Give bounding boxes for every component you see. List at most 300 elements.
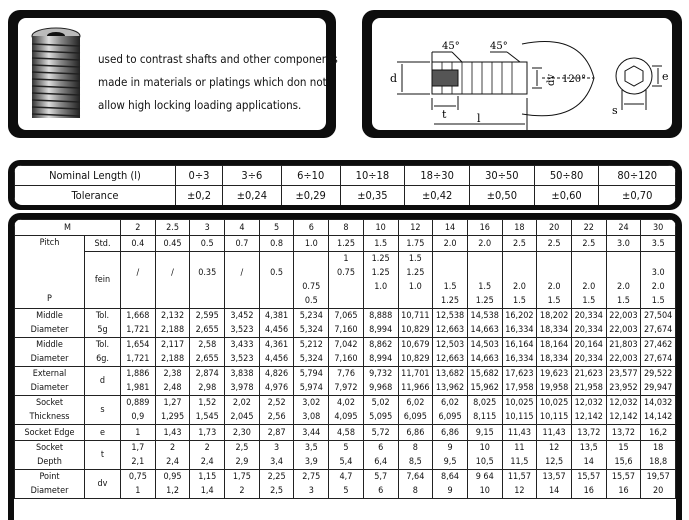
pitch-fein-cell <box>259 252 294 309</box>
socket_thickness-min: 6,095 <box>403 412 427 422</box>
socket_thickness-cell <box>121 396 156 425</box>
point_diameter-cell <box>537 470 572 499</box>
point_diameter-cell <box>467 470 502 499</box>
pitch-std: 0.4 <box>131 238 145 249</box>
socket-edge-cell <box>259 425 294 441</box>
cone-angle-label: 120° <box>562 74 587 85</box>
middle_6g-max: 3,433 <box>230 340 254 350</box>
middle_6g-cell <box>571 338 606 367</box>
socket_thickness-max: 2,02 <box>232 398 251 408</box>
dimensions-table <box>14 219 676 499</box>
middle_6g-cell <box>606 338 641 367</box>
pitch-std-cell <box>363 236 398 252</box>
tolerance-table <box>14 165 676 205</box>
socket_depth-min: 3,4 <box>270 457 284 467</box>
socket-edge-value: 1,43 <box>163 427 182 438</box>
middle_6g-min: 14,663 <box>470 354 499 364</box>
middle_6g-min: 8,994 <box>369 354 393 364</box>
socket_thickness-cell <box>155 396 190 425</box>
middle_5g-min: 2,655 <box>195 325 219 335</box>
thread-size: 3 <box>204 222 210 233</box>
pitch-std-cell <box>259 236 294 252</box>
middle_5g-max: 5,234 <box>299 311 323 321</box>
thread-size: 16 <box>479 222 490 233</box>
thread-size: 6 <box>308 222 314 233</box>
middle_6g-max: 8,862 <box>369 340 393 350</box>
socket_depth-col <box>85 441 121 470</box>
socket_thickness-col-symbol: s <box>100 405 105 415</box>
socket-edge-value: 2,30 <box>232 427 251 438</box>
middle_5g-col-top: Tol. <box>95 311 110 321</box>
pitch-fein-cell <box>537 252 572 309</box>
middle_6g-min: 27,674 <box>643 354 673 364</box>
external-label-bottom: Diameter <box>30 383 69 393</box>
pitch-fein: 1.0 <box>408 282 422 292</box>
tolerance-value: ±0,35 <box>340 186 405 206</box>
socket-edge-value: 11,43 <box>542 427 566 438</box>
pitch-fein: 1.5 <box>651 296 665 306</box>
socket_depth-max: 2,5 <box>235 443 249 453</box>
socket-edge-cell <box>363 425 398 441</box>
size-cell <box>190 220 225 236</box>
socket_depth-min: 10,5 <box>475 457 494 467</box>
description-panel <box>8 10 336 138</box>
pitch-std-cell <box>294 236 329 252</box>
std-label: Std. <box>94 238 111 249</box>
middle_5g-min: 20,334 <box>574 325 603 335</box>
external-min: 17,958 <box>505 383 534 393</box>
pitch-std: 3.0 <box>617 238 630 249</box>
pitch-std-cell <box>433 236 468 252</box>
pitch-fein: / <box>136 268 140 278</box>
socket_depth-min: 15,6 <box>614 457 633 467</box>
external-min: 5,974 <box>299 383 323 393</box>
middle_5g-max: 18,202 <box>539 311 569 321</box>
middle_6g-max: 2,117 <box>160 340 185 350</box>
pitch-std-cell <box>502 236 537 252</box>
socket_depth-cell <box>225 441 260 470</box>
external-cell <box>606 367 641 396</box>
size-row <box>15 220 676 236</box>
middle_5g-min: 8,994 <box>369 325 393 335</box>
middle_6g-cell <box>363 338 398 367</box>
pitch-std-cell <box>571 236 606 252</box>
middle_6g-cell <box>294 338 329 367</box>
point_diameter-max: 19,57 <box>646 472 670 482</box>
pitch-fein: 1 <box>343 254 349 264</box>
pitch-std-cell <box>329 236 364 252</box>
socket-edge-cell <box>571 425 606 441</box>
pitch-header <box>15 236 85 309</box>
socket_depth-max: 13,5 <box>579 443 598 453</box>
thread-size: 5 <box>274 222 280 233</box>
tolerance-inner <box>14 165 676 205</box>
dimensions-panel <box>8 213 682 520</box>
dv-label: dv <box>546 73 557 86</box>
socket_thickness-max: 10,025 <box>505 398 534 408</box>
middle_5g-max: 14,538 <box>470 311 499 321</box>
middle_5g-min: 3,523 <box>230 325 254 335</box>
socket_thickness-cell <box>225 396 260 425</box>
socket_thickness-max: 3,02 <box>302 398 321 408</box>
socket-edge-value: 3,44 <box>302 427 321 438</box>
socket_thickness-min: 8,115 <box>473 412 497 422</box>
pitch-fein: 0.75 <box>336 268 355 278</box>
point_diameter-cell <box>502 470 537 499</box>
external-min: 4,976 <box>265 383 289 393</box>
external-max: 17,623 <box>505 369 534 379</box>
thread-size: 4 <box>239 222 245 233</box>
external-max: 7,76 <box>336 369 355 379</box>
middle_5g-min: 12,663 <box>435 325 465 335</box>
description-line: made in materials or platings which don not <box>98 75 327 89</box>
point_diameter-cell <box>294 470 329 499</box>
socket_thickness-max: 1,27 <box>163 398 182 408</box>
length-range: 18÷30 <box>405 166 470 186</box>
description-text <box>98 48 338 117</box>
pitch-fein: 1.5 <box>582 296 596 306</box>
description-inner <box>18 18 338 130</box>
pitch-std-cell <box>155 236 190 252</box>
middle_6g-cell <box>329 338 364 367</box>
socket-edge-value: 9,15 <box>475 427 494 438</box>
point_diameter-cell <box>606 470 641 499</box>
pitch-std: 2.5 <box>547 238 561 249</box>
pitch-fein: 1.25 <box>406 268 425 278</box>
point_diameter-cell <box>641 470 676 499</box>
point_diameter-max: 4,7 <box>339 472 353 482</box>
middle_6g-cell <box>225 338 260 367</box>
socket_depth-min: 8,5 <box>408 457 422 467</box>
socket_thickness-max: 12,032 <box>609 398 638 408</box>
description-line: allow high locking loading applications. <box>98 98 302 112</box>
point_diameter-cell <box>329 470 364 499</box>
length-range: 3÷6 <box>222 166 281 186</box>
point_diameter-cell <box>121 470 156 499</box>
size-cell <box>433 220 468 236</box>
point_diameter-min: 6 <box>378 486 384 496</box>
point_diameter-min: 1,4 <box>200 486 214 496</box>
point_diameter-cell <box>225 470 260 499</box>
tolerance-panel <box>8 160 682 210</box>
external-max: 19,623 <box>539 369 569 379</box>
socket_depth-cell <box>190 441 225 470</box>
socket_depth-max: 8 <box>412 443 418 453</box>
pitch-label: Pitch <box>39 238 60 248</box>
external-max: 23,577 <box>609 369 638 379</box>
middle_5g-cell <box>398 309 433 338</box>
middle_5g-max: 2,132 <box>160 311 185 321</box>
socket_depth-max: 1,7 <box>131 443 145 453</box>
point_diameter-max: 0,75 <box>128 472 147 482</box>
point_diameter-min: 8 <box>412 486 418 496</box>
point_diameter-max: 2,75 <box>302 472 321 482</box>
middle_6g-cell <box>502 338 537 367</box>
external-min: 13,962 <box>435 383 465 393</box>
socket_thickness-min: 4,095 <box>334 412 358 422</box>
socket-edge-cell <box>225 425 260 441</box>
length-range: 50÷80 <box>534 166 599 186</box>
socket_depth-max: 12 <box>548 443 560 453</box>
socket_thickness-header <box>15 396 85 425</box>
middle_6g-cell <box>467 338 502 367</box>
middle_6g-min: 5,324 <box>299 354 323 364</box>
middle_6g-min: 18,334 <box>539 354 569 364</box>
length-range: 0÷3 <box>176 166 223 186</box>
socket_thickness-cell <box>398 396 433 425</box>
socket-edge-cell <box>155 425 190 441</box>
socket-edge-col: e <box>100 427 105 438</box>
socket_thickness-max: 2,52 <box>267 398 286 408</box>
socket_depth-cell <box>433 441 468 470</box>
socket_thickness-max: 6,02 <box>441 398 460 408</box>
pitch-std: 0.7 <box>235 238 249 249</box>
point_diameter-min: 16 <box>618 486 629 496</box>
pitch-fein-cell <box>121 252 156 309</box>
pitch-fein: 0.75 <box>302 282 321 292</box>
middle_6g-col-top: Tol. <box>95 340 110 350</box>
socket_depth-cell <box>363 441 398 470</box>
e-label: e <box>662 70 669 83</box>
middle_6g-min: 16,334 <box>505 354 534 364</box>
socket-edge-value: 11,43 <box>507 427 531 438</box>
middle_6g-min: 1,721 <box>126 354 150 364</box>
external-min: 11,966 <box>401 383 430 393</box>
pitch-std-cell <box>121 236 156 252</box>
external-min: 19,958 <box>539 383 569 393</box>
middle_5g-cell <box>121 309 156 338</box>
middle_5g-min: 18,334 <box>539 325 569 335</box>
pitch-fein-cell <box>363 252 398 309</box>
thread-size: 20 <box>548 222 560 233</box>
size-cell <box>121 220 156 236</box>
pitch-fein: 1.25 <box>371 268 390 278</box>
thread-size: 30 <box>653 222 664 233</box>
point_diameter-min: 14 <box>548 486 560 496</box>
pitch-fein: 1.25 <box>441 296 460 306</box>
point_diameter-max: 9 64 <box>475 472 494 482</box>
socket_thickness-cell <box>190 396 225 425</box>
middle_6g-max: 4,361 <box>265 340 289 350</box>
tolerance-row <box>15 186 676 206</box>
socket_depth-min: 3,9 <box>304 457 318 467</box>
pitch-std: 2.5 <box>512 238 526 249</box>
size-cell <box>225 220 260 236</box>
middle_5g-cell <box>363 309 398 338</box>
point_diameter-min: 16 <box>583 486 594 496</box>
socket_depth-cell <box>398 441 433 470</box>
external-cell <box>363 367 398 396</box>
socket_depth-min: 14 <box>583 457 594 467</box>
middle_5g-cell <box>294 309 329 338</box>
socket_depth-cell <box>606 441 641 470</box>
dimensions-inner <box>14 219 676 520</box>
pitch-std-cell <box>225 236 260 252</box>
middle_6g-max: 7,042 <box>334 340 358 350</box>
tolerance-value: ±0,70 <box>599 186 676 206</box>
external-cell <box>259 367 294 396</box>
point_diameter-max: 13,57 <box>542 472 566 482</box>
pitch-std-cell <box>467 236 502 252</box>
external-cell <box>294 367 329 396</box>
socket-edge-cell <box>537 425 572 441</box>
socket_depth-cell <box>537 441 572 470</box>
tolerance-label: Tolerance <box>15 186 176 206</box>
middle_6g-max: 2,58 <box>198 340 217 350</box>
external-cell <box>329 367 364 396</box>
m-header <box>15 220 121 236</box>
point_diameter-max: 7,64 <box>406 472 425 482</box>
external-col <box>85 367 121 396</box>
external-max: 1,886 <box>126 369 150 379</box>
external-max: 2,38 <box>163 369 182 379</box>
description-line: used to contrast shafts and other components <box>98 52 338 66</box>
middle_5g-cell <box>225 309 260 338</box>
socket_thickness-col <box>85 396 121 425</box>
middle_5g-cell <box>329 309 364 338</box>
thread-size: 18 <box>514 222 525 233</box>
middle_6g-cell <box>433 338 468 367</box>
middle_6g-min: 7,160 <box>334 354 358 364</box>
middle_5g-cell <box>190 309 225 338</box>
size-cell <box>294 220 329 236</box>
pitch-fein: 1.5 <box>408 254 422 264</box>
thread-size: 14 <box>444 222 456 233</box>
middle_5g-cell <box>502 309 537 338</box>
socket_depth-max: 2 <box>169 443 176 453</box>
socket_thickness-min: 1,545 <box>195 412 219 422</box>
pitch-fein: 3.0 <box>651 268 665 278</box>
point_diameter-max: 5,7 <box>374 472 388 482</box>
socket-edge-value: 5,72 <box>371 427 390 438</box>
socket_depth-min: 2,9 <box>235 457 249 467</box>
middle_6g-cell <box>259 338 294 367</box>
external-max: 21,623 <box>574 369 603 379</box>
length-range: 10÷18 <box>340 166 405 186</box>
point_diameter-max: 1,75 <box>232 472 251 482</box>
pitch-fein: / <box>171 268 174 278</box>
middle_5g-min: 5,324 <box>299 325 323 335</box>
external-min: 2,98 <box>198 383 217 393</box>
socket_depth-max: 6 <box>378 443 384 453</box>
middle_5g-min: 2,188 <box>160 325 185 335</box>
middle_5g-max: 3,452 <box>230 311 254 321</box>
external-cell <box>537 367 572 396</box>
socket_depth-row <box>15 441 676 470</box>
external-min: 1,981 <box>126 383 150 393</box>
socket-edge-value: 6,86 <box>406 427 425 438</box>
socket_thickness-max: 1,52 <box>198 398 217 408</box>
socket_depth-min: 2,4 <box>166 457 179 467</box>
socket_depth-min: 9,5 <box>443 457 457 467</box>
pitch-std: 2.5 <box>582 238 596 249</box>
middle_5g-min: 27,674 <box>643 325 673 335</box>
length-range: 30÷50 <box>470 166 535 186</box>
pitch-fein-cell <box>606 252 641 309</box>
pitch-fein-cell <box>294 252 329 309</box>
point_diameter-row <box>15 470 676 499</box>
socket-edge-cell <box>398 425 433 441</box>
socket_thickness-min: 1,295 <box>160 412 185 422</box>
middle_5g-cell <box>259 309 294 338</box>
pitch-std: 1.0 <box>304 238 318 249</box>
socket_depth-cell <box>641 441 676 470</box>
point_diameter-min: 12 <box>514 486 525 496</box>
socket-edge-header <box>15 425 85 441</box>
point_diameter-col-symbol: dv <box>97 479 108 489</box>
tolerance-value: ±0,50 <box>470 186 535 206</box>
pitch-fein-cell <box>641 252 676 309</box>
socket_depth-max: 5 <box>343 443 349 453</box>
point_diameter-min: 3 <box>308 486 314 496</box>
pitch-fein: 0.35 <box>198 268 217 278</box>
socket_depth-max: 11 <box>514 443 525 453</box>
socket_thickness-min: 0,9 <box>131 412 145 422</box>
middle_6g-cell <box>641 338 676 367</box>
socket_depth-cell <box>571 441 606 470</box>
point_diameter-max: 15,57 <box>611 472 636 482</box>
size-cell <box>502 220 537 236</box>
pitch-symbol: P <box>47 294 52 304</box>
pitch-std-cell <box>190 236 225 252</box>
socket_thickness-max: 6,02 <box>406 398 425 408</box>
middle_5g-cell <box>155 309 190 338</box>
pitch-fein-row <box>15 252 676 309</box>
middle_6g-row <box>15 338 676 367</box>
pitch-fein: / <box>240 268 244 278</box>
socket_thickness-cell <box>606 396 641 425</box>
middle_5g-min: 14,663 <box>470 325 499 335</box>
socket_thickness-min: 12,142 <box>574 412 603 422</box>
d-label: d <box>390 72 398 85</box>
thread-size: 24 <box>618 222 629 233</box>
socket_depth-max: 18 <box>653 443 664 453</box>
middle_6g-max: 16,164 <box>505 340 534 350</box>
point_diameter-col <box>85 470 121 499</box>
pitch-fein: 0.5 <box>304 296 318 306</box>
pitch-fein-cell <box>225 252 260 309</box>
socket-edge-value: 13,72 <box>577 427 601 438</box>
socket_thickness-max: 5,02 <box>371 398 390 408</box>
point_diameter-max: 11,57 <box>507 472 531 482</box>
point_diameter-label-bottom: Diameter <box>30 486 69 496</box>
technical-drawing <box>372 18 672 130</box>
pitch-std: 3.5 <box>651 238 665 249</box>
pitch-std: 0.5 <box>200 238 214 249</box>
thread-size: 2 <box>135 222 141 233</box>
external-min: 7,972 <box>334 383 358 393</box>
size-cell <box>398 220 433 236</box>
middle_6g-min: 2,188 <box>160 354 185 364</box>
pitch-std-cell <box>606 236 641 252</box>
socket_thickness-max: 14,032 <box>643 398 673 408</box>
middle_5g-max: 2,595 <box>195 311 219 321</box>
socket_thickness-max: 12,032 <box>574 398 603 408</box>
socket_thickness-max: 0,889 <box>126 398 150 408</box>
socket_thickness-cell <box>537 396 572 425</box>
socket-edge-col <box>85 425 121 441</box>
middle_6g-min: 2,655 <box>195 354 219 364</box>
socket-edge-value: 2,87 <box>267 427 286 438</box>
middle_5g-min: 1,721 <box>126 325 150 335</box>
external-min: 2,48 <box>163 383 182 393</box>
point_diameter-min: 20 <box>653 486 664 496</box>
socket_thickness-min: 10,115 <box>539 412 569 422</box>
socket_depth-min: 2,4 <box>200 457 214 467</box>
pitch-fein: 1.5 <box>617 296 630 306</box>
point_diameter-header <box>15 470 85 499</box>
point_diameter-cell <box>259 470 294 499</box>
